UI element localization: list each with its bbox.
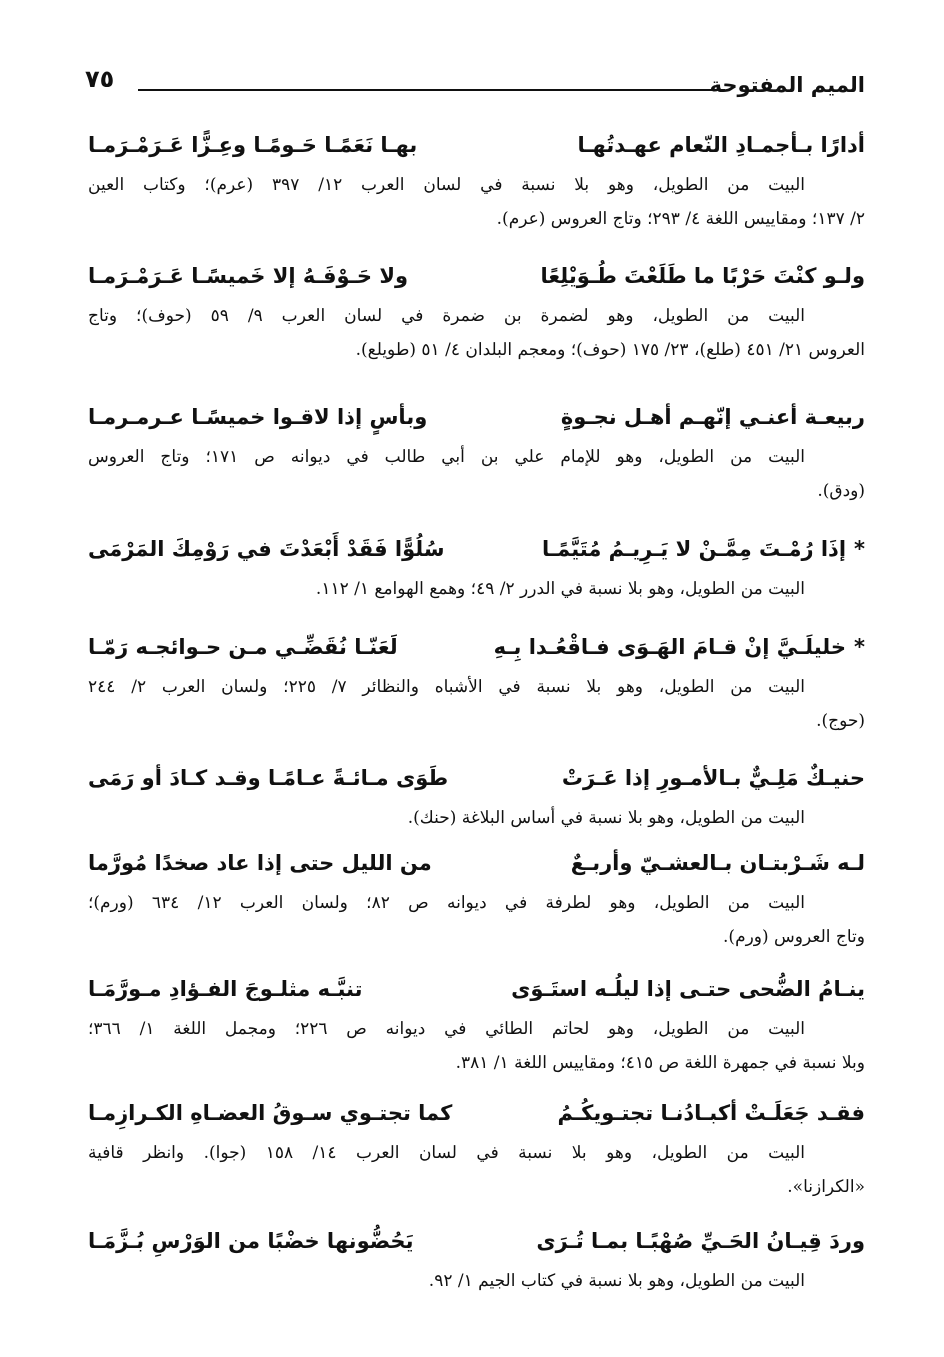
- verse-line: [88, 124, 865, 166]
- verse-note: [88, 1136, 865, 1204]
- note-line: البيت من الطويل، وهو بلا نسبة في أساس البلاغة (حنك).: [407, 808, 805, 828]
- verse-line: [88, 757, 865, 799]
- header-rule: [138, 89, 725, 91]
- first-hemistich: لـه شَـرْبتـان بـالعشـيّ وأربـعٌ: [570, 851, 865, 875]
- first-hemistich: [542, 537, 865, 561]
- first-hemistich-text: إذَا رُمْـتَ مِمَّـنْ لا يَـرِيـمُ مُتَيَّمًـا: [542, 537, 847, 561]
- second-hemistich: سُلُوًّا فَقَدْ أَبْعَدْتَ في رَوْمِكَ المَرْمَى: [88, 537, 445, 561]
- note-line: ٢/ ١٣٧؛ ومقاييس اللغة ٤/ ٢٩٣؛ وتاج العروس (عرم).: [496, 209, 865, 229]
- note-line: البيت من الطويل، وهو بلا نسبة في الدرر ٢/ ٤٩؛ وهمع الهوامع ١/ ١١٢.: [315, 579, 805, 599]
- note-line: «الكرازنا».: [787, 1177, 865, 1197]
- first-hemistich: حنيـكٌ مَلِـيٌّ بـالأمـورِ إذا عَـرَتْ: [561, 766, 865, 790]
- section-title: الميم المفتوحة: [709, 73, 865, 97]
- verse-line: [88, 968, 865, 1010]
- first-hemistich: فقـد جَعَلَـتْ أكبـادُنـا تجتـويكُـمُ: [557, 1101, 865, 1125]
- note-line: البيت من الطويل، وهو لطرفة في ديوانه ص ٨٢؛ ولسان العرب ١٢/ ٦٣٤ (ورم)؛: [88, 893, 805, 913]
- note-line: البيت من الطويل، وهو لحاتم الطائي في ديوانه ص ٢٢٦؛ ومجمل اللغة ١/ ٣٦٦؛: [88, 1019, 806, 1039]
- second-hemistich: وبأسٍ إذا لاقـوا خميسًـا عـرمـرمـا: [88, 405, 428, 429]
- second-hemistich: من الليل حتى إذا عاد صخدًا مُورَّما: [88, 851, 432, 875]
- verse-note: [88, 1264, 865, 1298]
- note-line: وتاج العروس (ورم).: [723, 927, 865, 947]
- second-hemistich: تنبَّـه مثلـوجَ الفـؤادِ مـورَّمَـا: [88, 977, 363, 1001]
- star-marker: *: [854, 537, 865, 561]
- verse-note: [88, 572, 865, 606]
- verse-note: [88, 670, 865, 738]
- first-hemistich-text: خليلَـيَّ إنْ قـامَ الهَـوَى فـاقْعُـدا بِـهِ: [493, 635, 847, 659]
- note-line: البيت من الطويل، وهو بلا نسبة في كتاب الجيم ١/ ٩٢.: [428, 1271, 805, 1291]
- note-line: البيت من الطويل، وهو بلا نسبة في لسان العرب ١٤/ ١٥٨ (جوا). وانظر قافية: [88, 1143, 805, 1163]
- note-line: (حوج).: [816, 711, 865, 731]
- first-hemistich: ولـو كنْتَ حَرْبًا ما طَلَعْتَ طُـوَيْلِعًا: [540, 264, 865, 288]
- second-hemistich: ولا حَـوْفَـهُ إلا خَميسًـا عَـرَمْـرَمـا: [88, 264, 409, 288]
- second-hemistich: لَعَنّـا نُقَضِّـي مـن حـوائجـه رَمّـا: [88, 635, 398, 659]
- verse-entry: [88, 1092, 865, 1204]
- verse-entry: [88, 842, 865, 954]
- verse-entry: [88, 1220, 865, 1298]
- note-line: البيت من الطويل، وهو بلا نسبة في الأشباه والنظائر ٧/ ٢٢٥؛ ولسان العرب ٢/ ٢٤٤: [88, 677, 806, 697]
- verse-line: [88, 842, 865, 884]
- verse-line: [88, 396, 865, 438]
- first-hemistich: أدارًا بـأجمـادِ النّعام عهـدتُهـا: [577, 133, 865, 157]
- verse-note: [88, 440, 865, 508]
- note-line: العروس ٢١/ ٤٥١ (طلع)، ٢٣/ ١٧٥ (حوف)؛ ومعجم البلدان ٤/ ٥١ (طويلع).: [355, 340, 865, 360]
- second-hemistich: طَوَى مـائـةً عـامًـا وقـد كـادَ أو رَمَى: [88, 766, 449, 790]
- first-hemistich: [494, 635, 865, 659]
- note-line: (ودق).: [817, 481, 865, 501]
- verse-note: [88, 168, 865, 236]
- verse-entry: [88, 255, 865, 367]
- verse-note: [88, 1012, 865, 1080]
- star-marker: *: [854, 635, 865, 659]
- verse-entry: [88, 124, 865, 236]
- verse-note: [88, 299, 865, 367]
- verse-entry: [88, 757, 865, 835]
- note-line: البيت من الطويل، وهو بلا نسبة في لسان العرب ١٢/ ٣٩٧ (عرم)؛ وكتاب العين: [88, 175, 805, 195]
- verse-line: [88, 255, 865, 297]
- page-number: ٧٥: [85, 65, 115, 93]
- second-hemistich: كما تجتـوي سـوقُ العضـاهِ الكـرازِمـا: [88, 1101, 453, 1125]
- verse-line: [88, 1092, 865, 1134]
- verse-note: [88, 886, 865, 954]
- note-line: وبلا نسبة في جمهرة اللغة ص ٤١٥؛ ومقاييس اللغة ١/ ٣٨١.: [455, 1053, 865, 1073]
- page-header: [80, 60, 865, 100]
- verse-entry: [88, 396, 865, 508]
- note-line: البيت من الطويل، وهو للإمام علي بن أبي طالب في ديوانه ص ١٧١؛ وتاج العروس: [88, 447, 805, 467]
- second-hemistich: بهـا نَعَمًـا حَـومًـا وعِـزًّا عَـرَمْـرَمـا: [88, 133, 418, 157]
- note-line: البيت من الطويل، وهو لضمرة بن ضمرة في لسان العرب ٩/ ٥٩ (حوف)؛ وتاج: [88, 306, 806, 326]
- verse-entry: [88, 626, 865, 738]
- first-hemistich: وردَ قِيـانُ الحَـيِّ صُهْبًـا بمـا تُـرَى: [536, 1229, 865, 1253]
- verse-line: [88, 1220, 865, 1262]
- first-hemistich: ينـامُ الضُّحى حتـى إذا ليلُـه استَـوَى: [511, 977, 865, 1001]
- verse-entry: [88, 968, 865, 1080]
- verse-line: [88, 528, 865, 570]
- second-hemistich: يَحُضُّونها خضْبًا من الوَرْسِ بُـزَّمَـا: [88, 1229, 414, 1253]
- verse-note: [88, 801, 865, 835]
- first-hemistich: ربيعـة أعنـي إنّهـم أهـل نجـوةٍ: [560, 405, 865, 429]
- verse-line: [88, 626, 865, 668]
- verse-entry: [88, 528, 865, 606]
